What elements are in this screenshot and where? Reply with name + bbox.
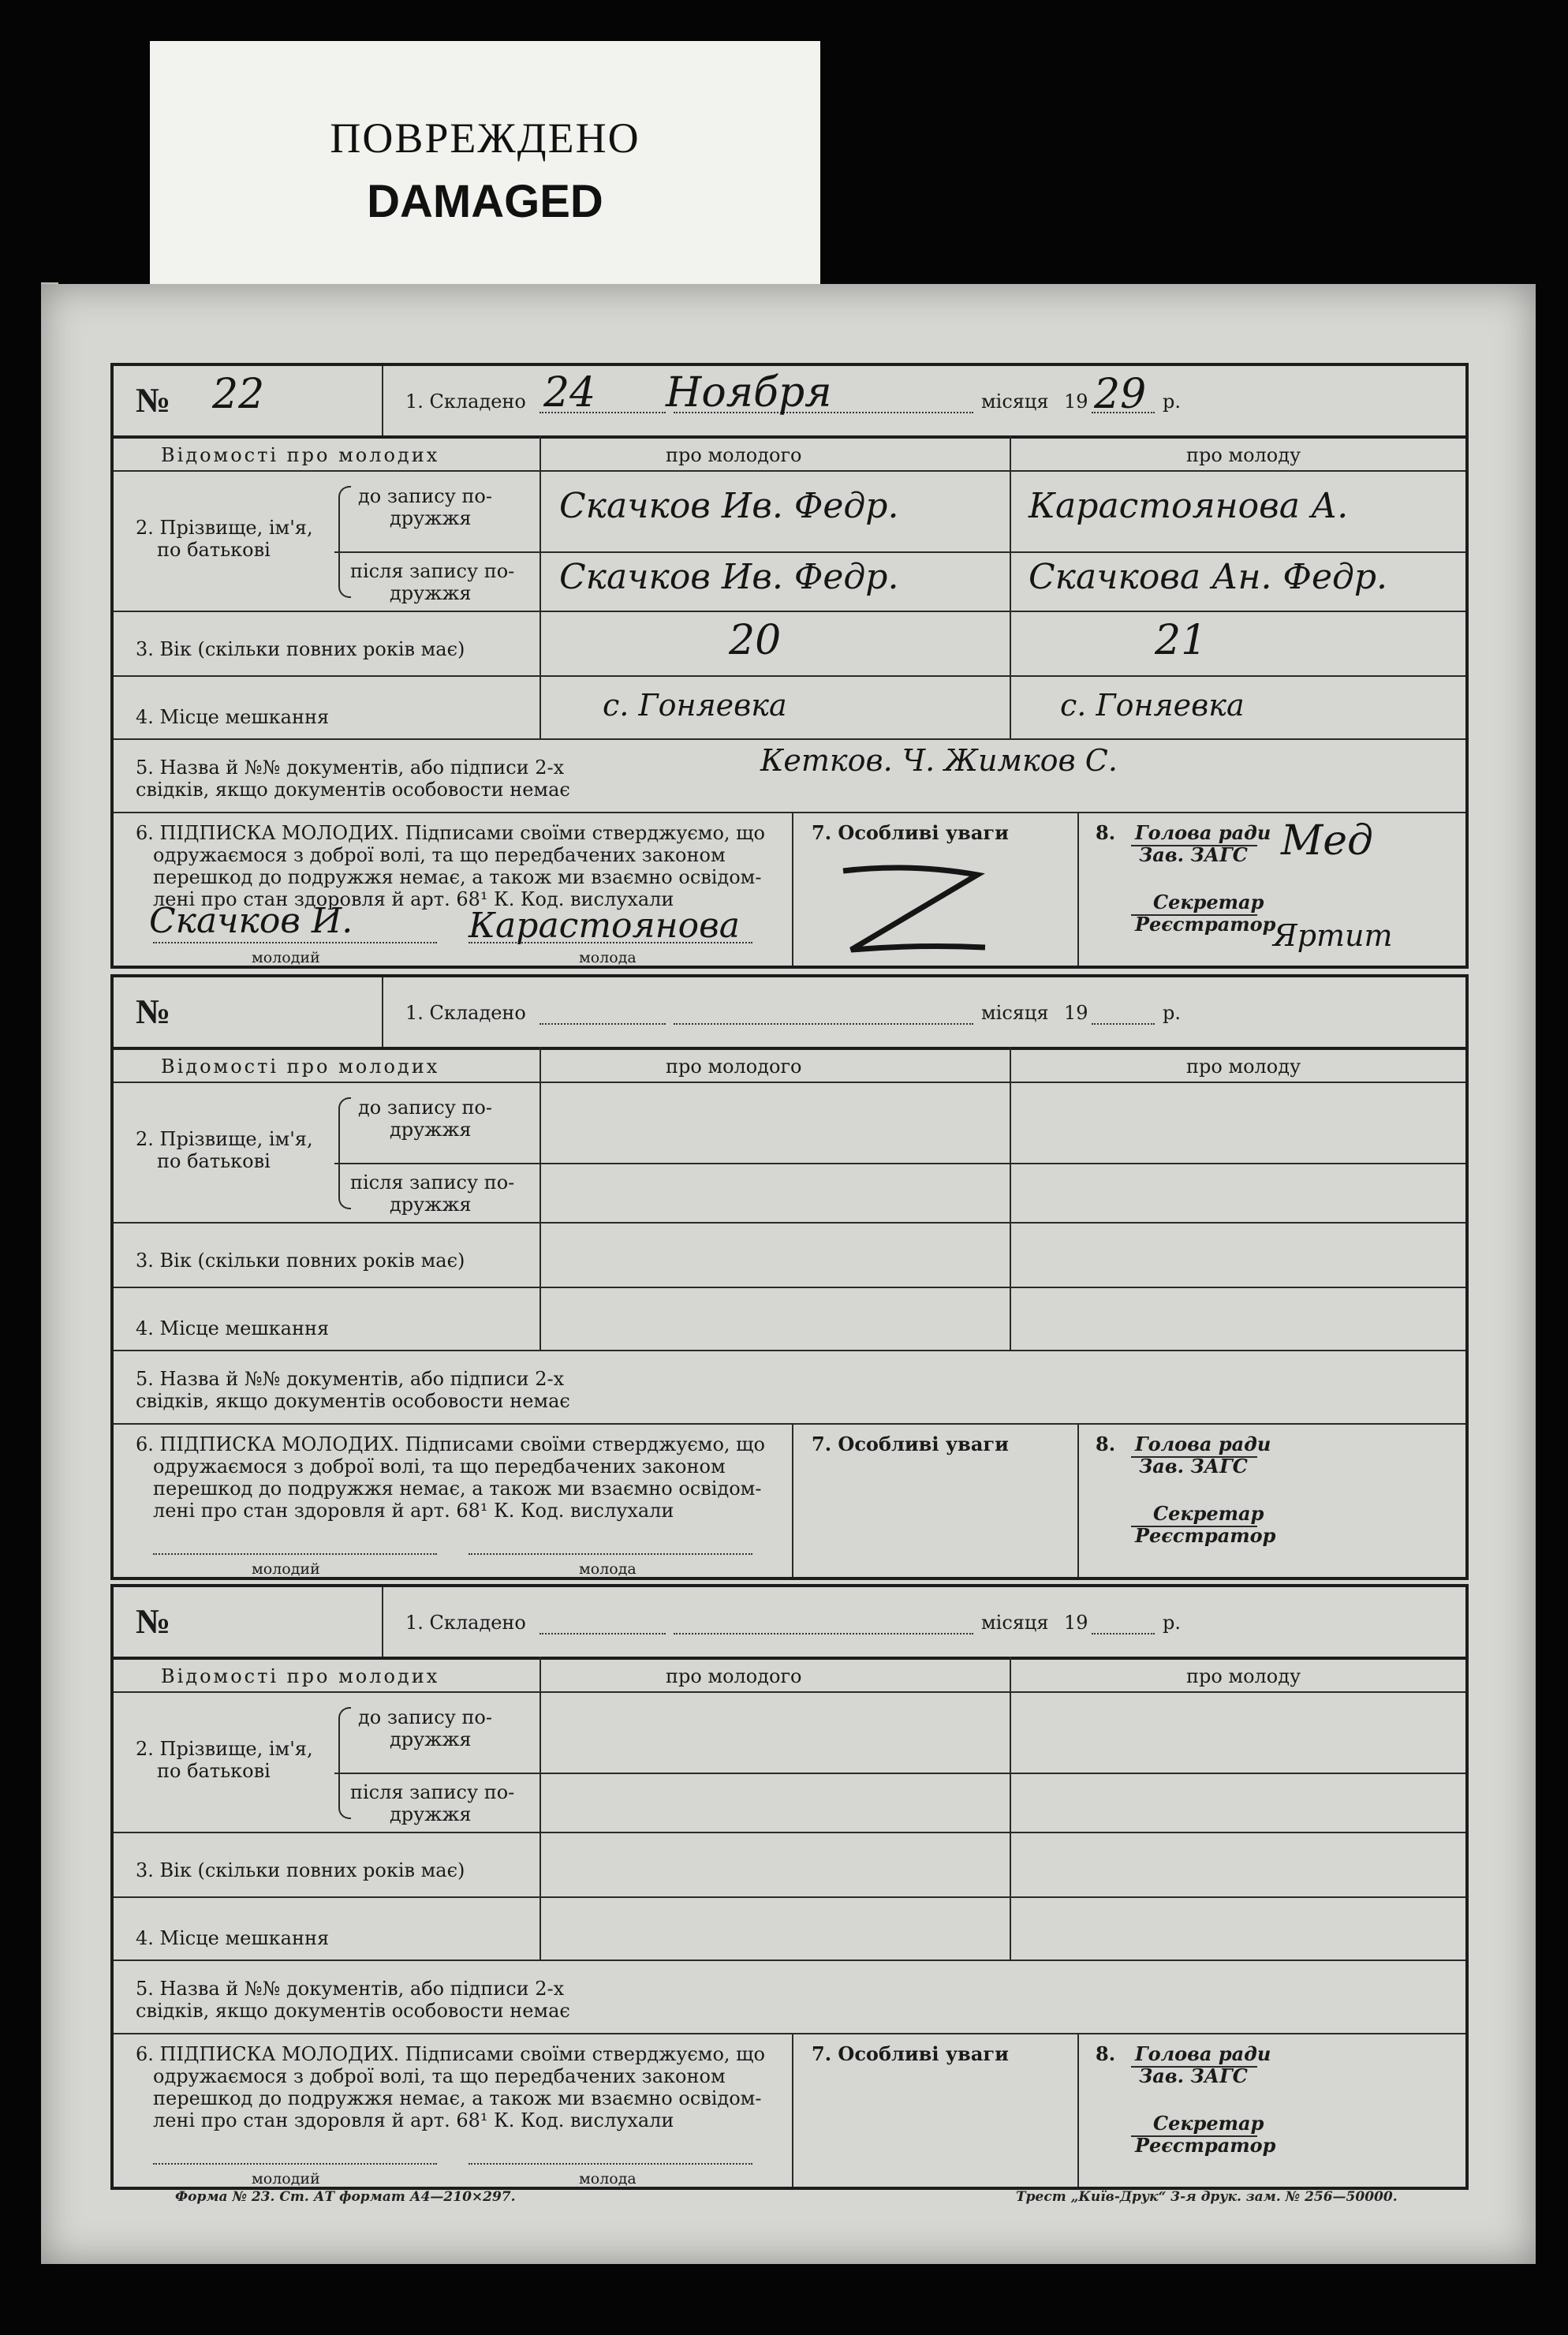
rule	[114, 611, 1465, 612]
rule	[1131, 2066, 1257, 2068]
pledge-text-1: 6. ПІДПИСКА МОЛОДИХ. Підписами своїми стверджуємо, що	[136, 822, 765, 844]
rule	[346, 1773, 539, 1774]
bride-sign-label: молода	[579, 1560, 637, 1578]
handwritten-groom-residence: с. Гоняевка	[603, 688, 787, 723]
rule	[1131, 1526, 1257, 1527]
before-label: до запису по-	[358, 485, 492, 507]
handwritten-entry-number: 22	[212, 371, 265, 418]
secretary-sub: Реєстратор	[1135, 913, 1276, 936]
groom-header: про молодого	[666, 444, 802, 466]
bride-sign-line	[469, 1553, 752, 1555]
docs-label-2: свідків, якщо документів особовости немає	[136, 2000, 570, 2022]
rule	[382, 1587, 383, 1657]
year-suffix: р.	[1163, 1612, 1181, 1634]
label-damaged-en: DAMAGED	[367, 176, 603, 227]
rule	[114, 1047, 1465, 1050]
rule	[114, 738, 1465, 740]
handwritten-groom-signature: Скачков И.	[149, 901, 353, 941]
year-prefix: 19	[1064, 1612, 1088, 1634]
rule	[346, 1163, 539, 1164]
residence-label: 4. Місце мешкання	[136, 1317, 330, 1339]
head-sub: Зав. ЗАГС	[1139, 2064, 1248, 2087]
age-label: 3. Вік (скільки повних років має)	[136, 638, 465, 660]
name-brace	[338, 1707, 351, 1819]
groom-header: про молодого	[666, 1055, 802, 1078]
footer-printer-info: Трест „Київ-Друк“ 3-я друк. зам. № 256—50000.	[1016, 2189, 1398, 2205]
rule	[539, 435, 541, 738]
bride-sign-label: молода	[579, 949, 637, 966]
name-label-2: по батькові	[157, 539, 271, 561]
rule	[114, 1657, 1465, 1660]
groom-sign-line	[153, 1553, 437, 1555]
label-damaged-ua: ПОВРЕЖДЕНО	[330, 114, 640, 162]
secretary-sub: Реєстратор	[1135, 1524, 1276, 1547]
after-label: після запису по-	[350, 1781, 515, 1803]
groom-sign-line	[153, 2163, 437, 2165]
head-title: Голова ради	[1135, 821, 1271, 844]
rule	[1077, 2033, 1079, 2187]
head-sub: Зав. ЗАГС	[1139, 843, 1248, 866]
notes-label: 7. Особливі уваги	[812, 2042, 1009, 2065]
handwritten-witnesses: Кетков. Ч. Жимков С.	[760, 743, 1118, 778]
docs-label: 5. Назва й №№ документів, або підписи 2-х	[136, 1368, 565, 1390]
secretary-title: Секретар	[1153, 891, 1264, 913]
rule	[114, 1287, 1465, 1288]
head-number: 8.	[1096, 2042, 1116, 2065]
bride-header: про молоду	[1186, 1055, 1301, 1078]
bride-header: про молоду	[1186, 444, 1301, 466]
pledge-text-3: перешкод до подружжя немає, а також ми взаємно освідом-	[153, 1478, 762, 1500]
docs-label-2: свідків, якщо документів особовости немає	[136, 779, 570, 801]
pledge-text-2: одружаємося з доброї волі, та що передбачених законом	[153, 844, 726, 866]
pledge-text-4: лені про стан здоровля й арт. 68¹ К. Код. вислухали	[153, 2109, 674, 2131]
groom-sign-label: молодий	[252, 1560, 320, 1578]
rule	[114, 1832, 1465, 1833]
month-line	[674, 1633, 973, 1634]
after-label-2: дружжя	[390, 1803, 472, 1825]
bride-sign-label: молода	[579, 2170, 637, 2187]
name-label-2: по батькові	[157, 1150, 271, 1172]
bride-header: про молоду	[1186, 1665, 1301, 1687]
month-label: місяця	[981, 390, 1049, 413]
docs-label: 5. Назва й №№ документів, або підписи 2-х	[136, 1978, 565, 2000]
pledge-text-1: 6. ПІДПИСКА МОЛОДИХ. Підписами своїми стверджуємо, що	[136, 1433, 765, 1455]
docs-label-2: свідків, якщо документів особовости немає	[136, 1390, 570, 1412]
secretary-title: Секретар	[1153, 1502, 1264, 1525]
handwritten-bride-age: 21	[1155, 617, 1208, 664]
handwritten-groom-name-before: Скачков Ив. Федр.	[559, 486, 899, 526]
head-title: Голова ради	[1135, 2042, 1271, 2065]
pledge-text-3: перешкод до подружжя немає, а також ми взаємно освідом-	[153, 866, 762, 888]
pledge-text-2: одружаємося з доброї волі, та що передбачених законом	[153, 1455, 726, 1478]
rule	[114, 1896, 1465, 1898]
after-label-2: дружжя	[390, 1194, 472, 1216]
rule	[1010, 1657, 1011, 1960]
secretary-sub: Реєстратор	[1135, 2134, 1276, 2157]
bride-sign-line	[469, 2163, 752, 2165]
head-number: 8.	[1096, 1433, 1116, 1455]
day-line	[539, 1633, 666, 1634]
residence-label: 4. Місце мешкання	[136, 706, 330, 728]
head-number: 8.	[1096, 821, 1116, 844]
docs-label: 5. Назва й №№ документів, або підписи 2-х	[136, 757, 565, 779]
head-title: Голова ради	[1135, 1433, 1271, 1455]
year-prefix: 19	[1064, 1002, 1088, 1024]
rule	[382, 977, 383, 1047]
rule	[1010, 435, 1011, 738]
groom-header: про молодого	[666, 1665, 802, 1687]
rule	[114, 1960, 1465, 1961]
name-label: 2. Прізвище, ім'я,	[136, 1128, 313, 1150]
register-entry-1	[110, 363, 1469, 969]
rule	[792, 1423, 793, 1577]
info-header: Відомості про молодих	[161, 1055, 440, 1078]
head-sub: Зав. ЗАГС	[1139, 1455, 1248, 1478]
after-label-2: дружжя	[390, 582, 472, 604]
before-label-2: дружжя	[390, 1119, 472, 1141]
handwritten-bride-name-after: Скачкова Ан. Федр.	[1029, 557, 1388, 597]
notes-z-mark	[823, 851, 997, 969]
year-prefix: 19	[1064, 390, 1088, 413]
before-label: до запису по-	[358, 1097, 492, 1119]
rule	[114, 675, 1465, 677]
handwritten-year: 29	[1094, 371, 1147, 418]
name-brace	[338, 1097, 351, 1209]
archive-damaged-label	[150, 41, 820, 301]
pledge-text-4: лені про стан здоровля й арт. 68¹ К. Код. вислухали	[153, 1500, 674, 1522]
rule	[346, 551, 539, 553]
year-line	[1092, 1633, 1155, 1634]
rule	[1131, 1456, 1257, 1458]
day-line	[539, 1023, 666, 1025]
before-label-2: дружжя	[390, 1728, 472, 1750]
handwritten-bride-signature: Карастоянова	[469, 906, 740, 946]
rule	[1010, 1047, 1011, 1350]
notes-label: 7. Особливі уваги	[812, 1433, 1009, 1455]
handwritten-bride-name-before: Карастоянова А.	[1029, 486, 1349, 526]
groom-sign-label: молодий	[252, 949, 320, 966]
rule	[792, 2033, 793, 2187]
info-header: Відомості про молодих	[161, 444, 440, 466]
name-label: 2. Прізвище, ім'я,	[136, 517, 313, 539]
notes-label: 7. Особливі уваги	[812, 821, 1009, 844]
handwritten-head-signature: Мед	[1281, 817, 1373, 865]
after-label: після запису по-	[350, 560, 515, 582]
handwritten-month: Ноября	[666, 369, 832, 417]
composed-label: 1. Складено	[405, 1002, 526, 1024]
month-label: місяця	[981, 1002, 1049, 1024]
name-label: 2. Прізвище, ім'я,	[136, 1738, 313, 1760]
rule	[114, 1222, 1465, 1224]
footer-form-info: Форма № 23. Ст. АТ формат А4—210×297.	[175, 2189, 516, 2205]
rule	[114, 1423, 1465, 1425]
name-label-2: по батькові	[157, 1760, 271, 1782]
month-line	[674, 1023, 973, 1025]
groom-sign-line	[153, 942, 437, 943]
rule	[1077, 1423, 1079, 1577]
register-entry-2	[110, 974, 1469, 1580]
handwritten-day: 24	[543, 369, 596, 417]
rule	[1131, 914, 1257, 916]
after-label: після запису по-	[350, 1171, 515, 1194]
rule	[792, 812, 793, 966]
groom-sign-label: молодий	[252, 2170, 320, 2187]
info-header: Відомості про молодих	[161, 1665, 440, 1687]
before-label-2: дружжя	[390, 507, 472, 529]
year-suffix: р.	[1163, 1002, 1181, 1024]
register-entry-3	[110, 1584, 1469, 2190]
rule	[539, 1047, 541, 1350]
pledge-text-3: перешкод до подружжя немає, а також ми взаємно освідом-	[153, 2087, 762, 2109]
age-label: 3. Вік (скільки повних років має)	[136, 1859, 465, 1881]
handwritten-bride-residence: с. Гоняевка	[1060, 688, 1245, 723]
rule	[1077, 812, 1079, 966]
rule	[1131, 2135, 1257, 2137]
before-label: до запису по-	[358, 1706, 492, 1728]
entry-number-sign: №	[136, 1602, 171, 1641]
rule	[114, 1691, 1465, 1693]
name-brace	[338, 486, 351, 598]
year-suffix: р.	[1163, 390, 1181, 413]
secretary-title: Секретар	[1153, 2112, 1264, 2135]
handwritten-groom-name-after: Скачков Ив. Федр.	[559, 557, 899, 597]
entry-number-sign: №	[136, 381, 171, 420]
handwritten-groom-age: 20	[729, 617, 782, 664]
rule	[114, 435, 1465, 439]
rule	[539, 1657, 541, 1960]
month-label: місяця	[981, 1612, 1049, 1634]
handwritten-secretary-signature: Яртит	[1273, 918, 1393, 953]
age-label: 3. Вік (скільки повних років має)	[136, 1250, 465, 1272]
residence-label: 4. Місце мешкання	[136, 1927, 330, 1949]
year-line	[1092, 1023, 1155, 1025]
pledge-text-4: лені про стан здоровля й арт. 68¹ К. Код. вислухали	[153, 888, 674, 910]
rule	[1131, 845, 1257, 846]
rule	[114, 1082, 1465, 1083]
rule	[114, 1350, 1465, 1351]
rule	[382, 366, 383, 435]
pledge-text-2: одружаємося з доброї волі, та що передбачених законом	[153, 2065, 726, 2087]
rule	[114, 2033, 1465, 2034]
rule	[114, 812, 1465, 813]
pledge-text-1: 6. ПІДПИСКА МОЛОДИХ. Підписами своїми стверджуємо, що	[136, 2043, 765, 2065]
rule	[114, 470, 1465, 472]
composed-label: 1. Складено	[405, 390, 526, 413]
entry-number-sign: №	[136, 992, 171, 1031]
composed-label: 1. Складено	[405, 1612, 526, 1634]
